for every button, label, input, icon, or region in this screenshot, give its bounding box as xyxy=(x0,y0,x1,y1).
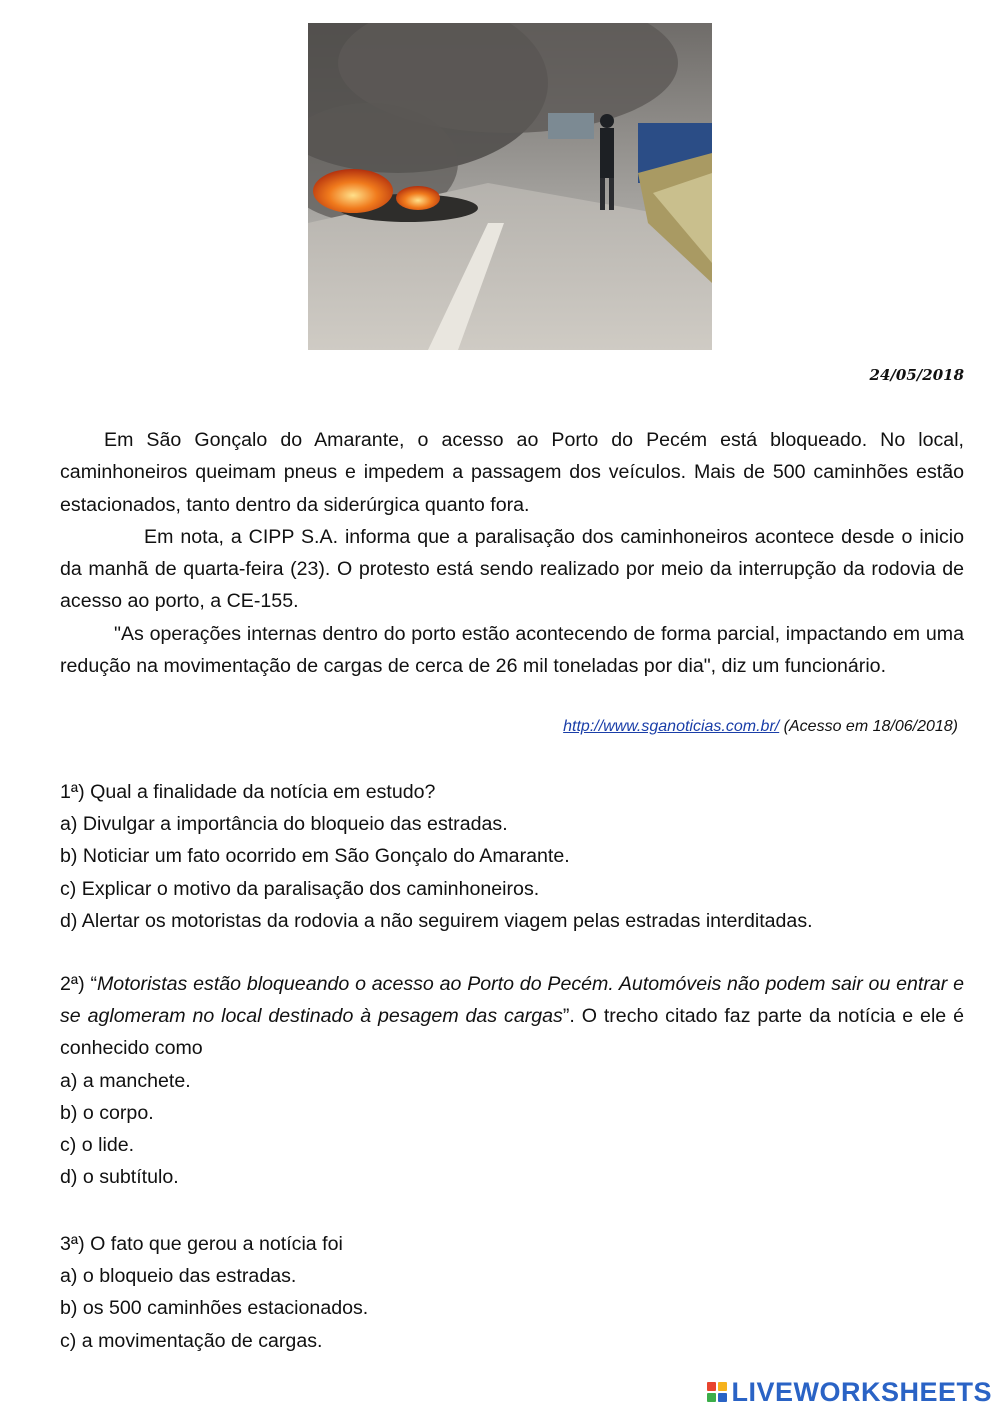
article-date: 24/05/2018 xyxy=(869,366,964,384)
question-3-option-a[interactable]: a) o bloqueio das estradas. xyxy=(60,1265,297,1288)
photo-icon xyxy=(308,23,712,350)
logo-square-red xyxy=(707,1382,716,1391)
source-link[interactable]: http://www.sganoticias.com.br/ xyxy=(563,718,780,735)
source-citation xyxy=(563,718,958,736)
question-1-option-a[interactable]: a) Divulgar a importância do bloqueio das estradas. xyxy=(60,813,508,836)
article-paragraph-2: Em nota, a CIPP S.A. informa que a paralisação dos caminhoneiros acontece desde o inicio da manhã de quarta-feira (23). O protesto está sendo realizado por meio da interrupção da rodovia de acesso ao porto, a CE-155. xyxy=(60,525,964,613)
question-2-option-d[interactable]: d) o subtítulo. xyxy=(60,1166,179,1189)
article-paragraph-3: "As operações internas dentro do porto estão acontecendo de forma parcial, impactando em uma redução na movimentação de cargas de cerca de 26 mil toneladas por dia", diz um funcionário. xyxy=(60,622,964,678)
question-2-stem-prefix: 2ª) “ xyxy=(60,973,97,995)
logo-icon xyxy=(707,1382,727,1402)
question-2 xyxy=(60,968,964,1193)
question-1-stem: 1ª) Qual a finalidade da notícia em estudo? xyxy=(60,781,436,803)
question-2-stem-suffix: ”. O trecho citado faz parte da notícia e ele é conhecido como xyxy=(60,1005,964,1060)
question-2-option-a[interactable]: a) a manchete. xyxy=(60,1069,191,1092)
question-1-option-c[interactable]: c) Explicar o motivo da paralisação dos caminhoneiros. xyxy=(60,877,540,900)
source-access-note: (Acesso em 18/06/2018) xyxy=(783,718,958,735)
question-2-quote: Motoristas estão bloqueando o acesso ao Porto do Pecém. Automóveis não podem sair ou entrar e se aglomeram no local destinado à pesagem das cargas xyxy=(60,973,964,1028)
question-2-stem xyxy=(60,968,964,1065)
news-photo xyxy=(308,23,712,350)
question-3 xyxy=(60,1228,964,1357)
liveworksheets-logo[interactable] xyxy=(707,1378,992,1406)
question-3-option-c[interactable]: c) a movimentação de cargas. xyxy=(60,1329,323,1352)
logo-square-blue xyxy=(718,1393,727,1402)
logo-square-green xyxy=(707,1393,716,1402)
question-1-option-b[interactable]: b) Noticiar um fato ocorrido em São Gonçalo do Amarante. xyxy=(60,845,570,868)
logo-square-yellow xyxy=(718,1382,727,1391)
question-3-option-b[interactable]: b) os 500 caminhões estacionados. xyxy=(60,1297,369,1320)
question-1-option-d[interactable]: d) Alertar os motoristas da rodovia a não seguirem viagem pelas estradas interditadas. xyxy=(60,909,813,932)
article-body xyxy=(60,424,964,682)
question-1 xyxy=(60,776,964,937)
question-2-option-c[interactable]: c) o lide. xyxy=(60,1134,135,1157)
logo-text: LIVEWORKSHEETS xyxy=(731,1376,992,1407)
article-paragraph-1: Em São Gonçalo do Amarante, o acesso ao Porto do Pecém está bloqueado. No local, caminhoneiros queimam pneus e impedem a passagem dos veículos. Mais de 500 caminhões estão estacionados, tanto dentro da siderúrgica quanto fora. xyxy=(60,429,964,516)
question-2-option-b[interactable]: b) o corpo. xyxy=(60,1101,154,1124)
question-3-stem: 3ª) O fato que gerou a notícia foi xyxy=(60,1233,343,1255)
